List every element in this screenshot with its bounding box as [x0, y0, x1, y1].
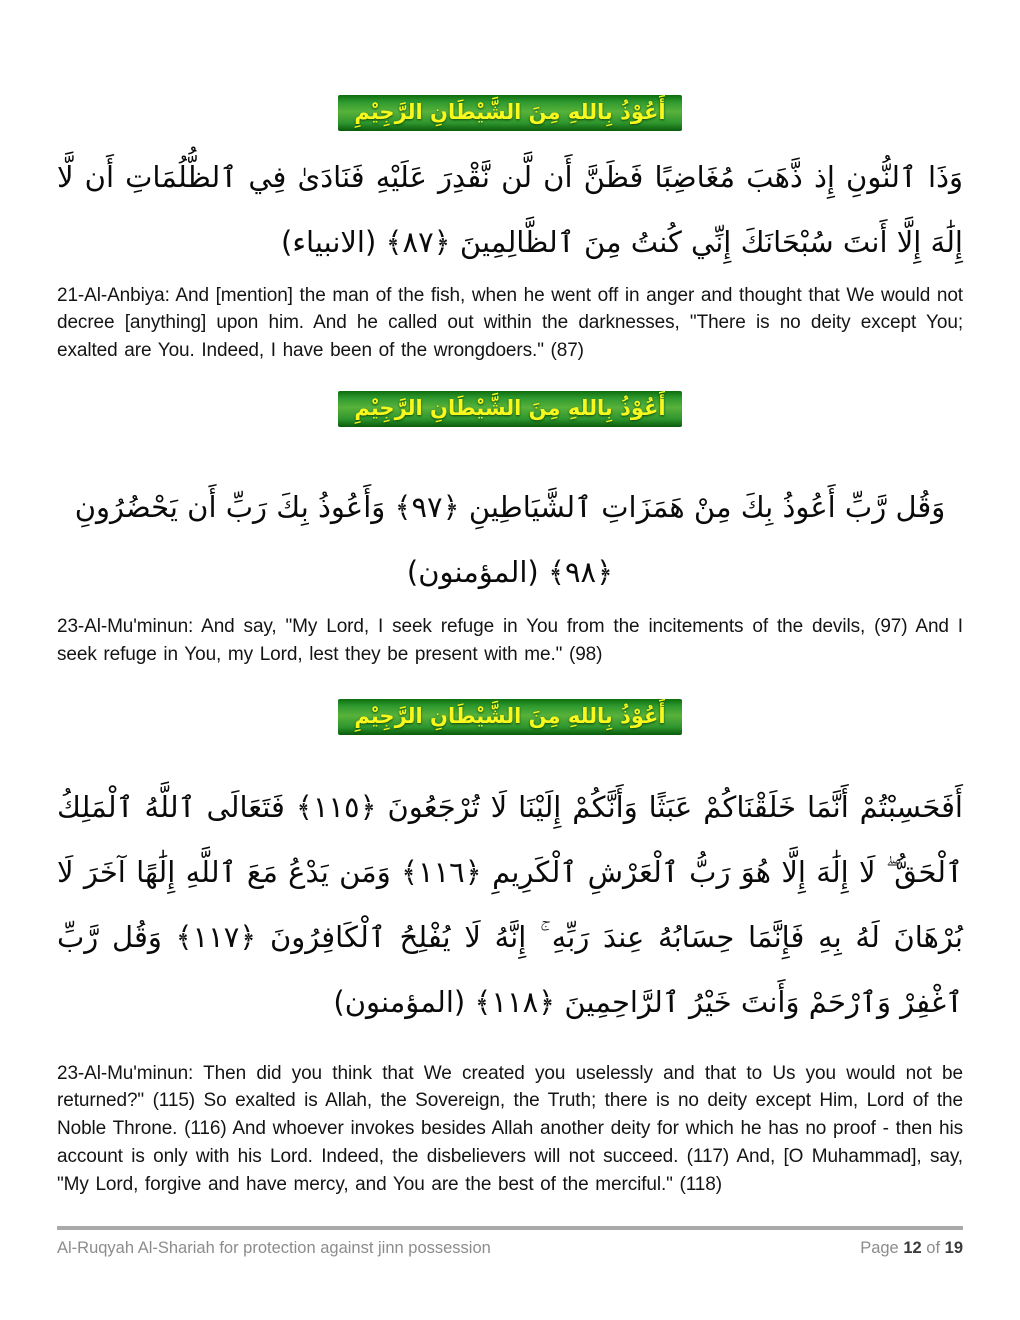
verse-translation-anbiya-87: 21-Al-Anbiya: And [mention] the man of the fish, when he went off in anger and thought that We would not decree [anything] upon him. And he called out within the darknesses, "There is no deity except You; exalted are You. Indeed, I have been of the wrongdoers." (87) — [57, 284, 963, 361]
quran-verse-arabic-muminun-115-118: أَفَحَسِبْتُمْ أَنَّمَا خَلَقْنَاكُمْ عَبَثًا وَأَنَّكُمْ إِلَيْنَا لَا تُرْجَعُونَ ﴿١١٥﴾ فَتَعَالَى ٱللَّهُ ٱلْمَلِكُ ٱلْحَقُّ ۖ لَا إِلَٰهَ إِلَّا هُوَ رَبُّ ٱلْعَرْشِ ٱلْكَرِيمِ ﴿١١٦﴾ وَمَن يَدْعُ مَعَ ٱللَّهِ إِلَٰهًا آخَرَ لَا بُرْهَانَ لَهُ بِهِ فَإِنَّمَا حِسَابُهُ عِندَ رَبِّهِ ۚ إِنَّهُ لَا يُفْلِحُ ٱلْكَافِرُونَ ﴿١١٧﴾ وَقُل رَّبِّ ٱغْفِرْ وَٱرْحَمْ وَأَنتَ خَيْرُ ٱلرَّاحِمِينَ ﴿١١٨﴾ (المؤمنون) — [57, 789, 963, 1020]
footer-page-indicator — [860, 1239, 963, 1258]
taawwudh-banner: أَعُوْذُ بِاللهِ مِنَ الشَّيْطَانِ الرَّجِيْمِ — [338, 391, 681, 427]
taawwudh-banner: أَعُوْذُ بِاللهِ مِنَ الشَّيْطَانِ الرَّجِيْمِ — [338, 699, 681, 735]
footer-document-title: Al-Ruqyah Al-Shariah for protection against jinn possession — [57, 1239, 491, 1257]
footer-total-pages: 19 — [944, 1239, 963, 1257]
verse-translation-muminun-115-118: 23-Al-Mu'minun: Then did you think that We created you uselessly and that to Us you would not be returned?" (115) So exalted is Allah, the Sovereign, the Truth; there is no deity except Him, Lord of the Noble Throne. (116) And whoever invokes besides Allah another deity for which he has no proof - then his account is only with his Lord. Indeed, the disbelievers will not succeed. (117) And, [O Muhammad], say, "My Lord, forgive and have mercy, and You are the best of the merciful." (118) — [57, 1062, 963, 1195]
quran-verse-arabic-anbiya-87: وَذَا ٱلنُّونِ إِذ ذَّهَبَ مُغَاضِبًا فَظَنَّ أَن لَّن نَّقْدِرَ عَلَيْهِ فَنَادَىٰ فِي ٱلظُّلُمَاتِ أَن لَّا إِلَٰهَ إِلَّا أَنتَ سُبْحَانَكَ إِنِّي كُنتُ مِنَ ٱلظَّالِمِينَ ﴿٨٧﴾ (الانبياء) — [57, 160, 963, 260]
verse-translation-muminun-97-98: 23-Al-Mu'minun: And say, "My Lord, I seek refuge in You from the incitements of the devils, (97) And I seek refuge in You, my Lord, lest they be present with me." (98) — [57, 616, 963, 665]
page-footer — [57, 1226, 963, 1258]
quran-verse-arabic-muminun-97-98: وَقُل رَّبِّ أَعُوذُ بِكَ مِنْ هَمَزَاتِ ٱلشَّيَاطِينِ ﴿٩٧﴾ وَأَعُوذُ بِكَ رَبِّ أَن يَحْضُرُونِ ﴿٩٨﴾ (المؤمنون) — [74, 489, 946, 589]
footer-divider — [57, 1226, 963, 1230]
footer-page-number: 12 — [903, 1239, 922, 1257]
taawwudh-banner: أَعُوْذُ بِاللهِ مِنَ الشَّيْطَانِ الرَّجِيْمِ — [338, 95, 681, 131]
footer-page-word: Page — [860, 1239, 899, 1257]
footer-of-word: of — [926, 1239, 941, 1257]
